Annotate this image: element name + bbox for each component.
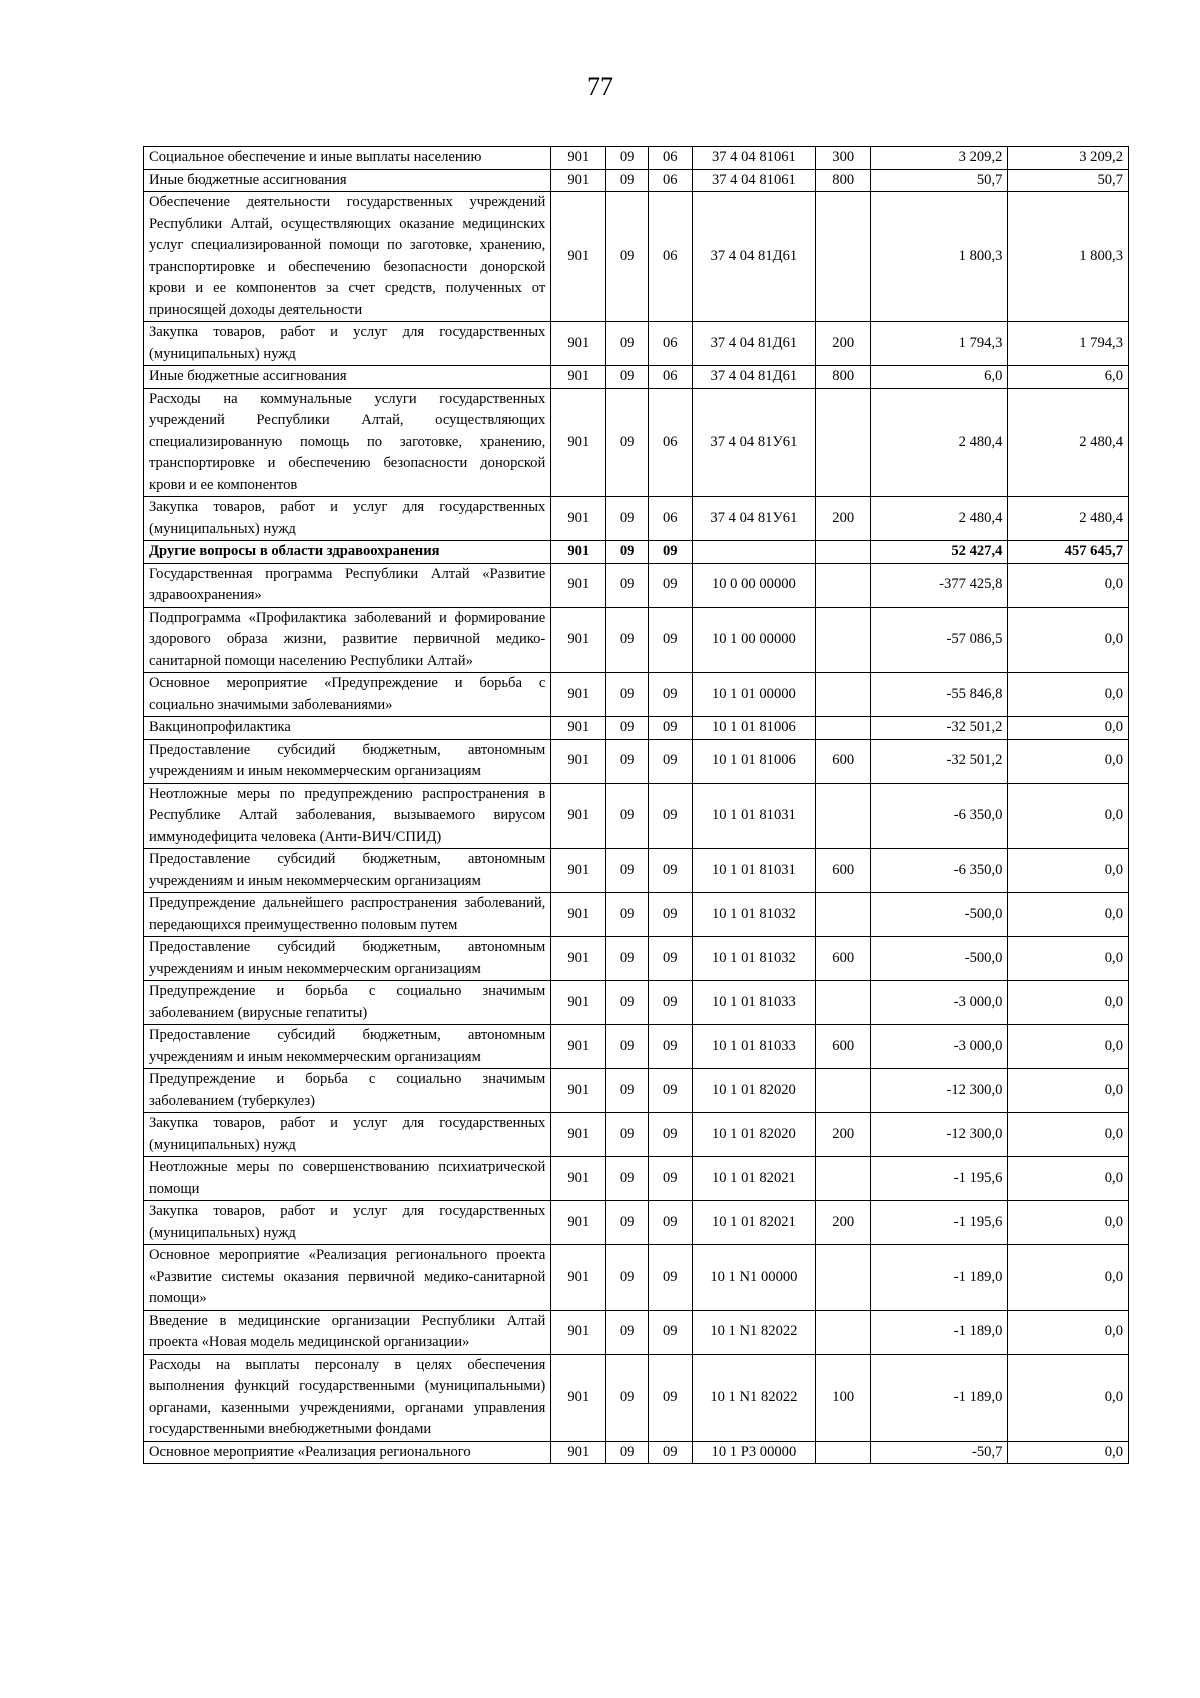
expense-name-cell: Неотложные меры по совершенствованию психиатрической помощи (144, 1157, 551, 1201)
page-number: 77 (587, 72, 613, 101)
amount-total-cell: 1 800,3 (1008, 192, 1129, 322)
target-article-cell: 10 1 N1 00000 (692, 1245, 816, 1311)
expense-type-cell (816, 541, 871, 564)
target-article-cell: 10 1 01 81033 (692, 981, 816, 1025)
ministry-code-cell: 901 (551, 1113, 606, 1157)
ministry-code-cell: 901 (551, 893, 606, 937)
expense-type-cell: 100 (816, 1354, 871, 1441)
subsection-code-cell: 09 (648, 1069, 692, 1113)
subsection-code-cell: 09 (648, 1201, 692, 1245)
amount-change-cell: -500,0 (871, 937, 1008, 981)
section-code-cell: 09 (606, 366, 649, 389)
amount-change-cell: 52 427,4 (871, 541, 1008, 564)
amount-total-cell: 1 794,3 (1008, 322, 1129, 366)
table-row (144, 783, 1129, 849)
amount-total-cell: 0,0 (1008, 717, 1129, 740)
amount-change-cell: 3 209,2 (871, 147, 1008, 170)
amount-change-cell: -6 350,0 (871, 783, 1008, 849)
table-row (144, 388, 1129, 497)
expense-name-cell: Введение в медицинские организации Республики Алтай проекта «Новая модель медицинской организации» (144, 1310, 551, 1354)
table-row (144, 893, 1129, 937)
table-row (144, 1069, 1129, 1113)
subsection-code-cell: 09 (648, 849, 692, 893)
section-code-cell: 09 (606, 1113, 649, 1157)
amount-total-cell: 0,0 (1008, 783, 1129, 849)
expense-type-cell (816, 1310, 871, 1354)
subsection-code-cell: 09 (648, 1157, 692, 1201)
table-row (144, 1025, 1129, 1069)
section-code-cell: 09 (606, 1069, 649, 1113)
target-article-cell: 37 4 04 81061 (692, 147, 816, 170)
amount-total-cell: 0,0 (1008, 1201, 1129, 1245)
section-code-cell: 09 (606, 1310, 649, 1354)
expense-name-cell: Закупка товаров, работ и услуг для государственных (муниципальных) нужд (144, 322, 551, 366)
expense-type-cell: 800 (816, 169, 871, 192)
ministry-code-cell: 901 (551, 981, 606, 1025)
ministry-code-cell: 901 (551, 322, 606, 366)
table-row (144, 1113, 1129, 1157)
amount-total-cell: 0,0 (1008, 1157, 1129, 1201)
ministry-code-cell: 901 (551, 739, 606, 783)
table-row (144, 1441, 1129, 1464)
amount-total-cell: 0,0 (1008, 607, 1129, 673)
expense-name-cell: Предоставление субсидий бюджетным, автономным учреждениям и иным некоммерческим организациям (144, 739, 551, 783)
subsection-code-cell: 09 (648, 563, 692, 607)
section-code-cell: 09 (606, 563, 649, 607)
expense-type-cell (816, 673, 871, 717)
amount-total-cell: 0,0 (1008, 1025, 1129, 1069)
subsection-code-cell: 09 (648, 739, 692, 783)
table-row (144, 1245, 1129, 1311)
table-row (144, 541, 1129, 564)
table-row (144, 563, 1129, 607)
ministry-code-cell: 901 (551, 1157, 606, 1201)
amount-total-cell: 0,0 (1008, 981, 1129, 1025)
section-code-cell: 09 (606, 739, 649, 783)
ministry-code-cell: 901 (551, 717, 606, 740)
amount-change-cell: -377 425,8 (871, 563, 1008, 607)
amount-total-cell: 0,0 (1008, 1113, 1129, 1157)
ministry-code-cell: 901 (551, 169, 606, 192)
subsection-code-cell: 09 (648, 1354, 692, 1441)
amount-total-cell: 0,0 (1008, 1245, 1129, 1311)
amount-change-cell: -32 501,2 (871, 739, 1008, 783)
expense-type-cell (816, 192, 871, 322)
subsection-code-cell: 06 (648, 192, 692, 322)
ministry-code-cell: 901 (551, 1245, 606, 1311)
amount-change-cell: -3 000,0 (871, 1025, 1008, 1069)
table-row (144, 147, 1129, 170)
budget-table (143, 146, 1129, 1464)
amount-change-cell: -57 086,5 (871, 607, 1008, 673)
expense-name-cell: Другие вопросы в области здравоохранения (144, 541, 551, 564)
target-article-cell: 10 1 01 82021 (692, 1157, 816, 1201)
section-code-cell: 09 (606, 1025, 649, 1069)
amount-change-cell: -3 000,0 (871, 981, 1008, 1025)
expense-name-cell: Предоставление субсидий бюджетным, автономным учреждениям и иным некоммерческим организациям (144, 937, 551, 981)
target-article-cell: 37 4 04 81061 (692, 169, 816, 192)
subsection-code-cell: 09 (648, 1113, 692, 1157)
expense-name-cell: Предоставление субсидий бюджетным, автономным учреждениям и иным некоммерческим организациям (144, 1025, 551, 1069)
ministry-code-cell: 901 (551, 1310, 606, 1354)
amount-total-cell: 2 480,4 (1008, 388, 1129, 497)
expense-name-cell: Государственная программа Республики Алтай «Развитие здравоохранения» (144, 563, 551, 607)
amount-total-cell: 0,0 (1008, 1069, 1129, 1113)
subsection-code-cell: 09 (648, 893, 692, 937)
ministry-code-cell: 901 (551, 1069, 606, 1113)
section-code-cell: 09 (606, 849, 649, 893)
section-code-cell: 09 (606, 717, 649, 740)
ministry-code-cell: 901 (551, 607, 606, 673)
subsection-code-cell: 09 (648, 783, 692, 849)
subsection-code-cell: 09 (648, 717, 692, 740)
subsection-code-cell: 09 (648, 1441, 692, 1464)
ministry-code-cell: 901 (551, 147, 606, 170)
section-code-cell: 09 (606, 783, 649, 849)
expense-type-cell (816, 607, 871, 673)
expense-type-cell: 200 (816, 322, 871, 366)
amount-change-cell: -1 195,6 (871, 1157, 1008, 1201)
target-article-cell: 10 1 01 82021 (692, 1201, 816, 1245)
target-article-cell: 37 4 04 81Д61 (692, 366, 816, 389)
ministry-code-cell: 901 (551, 366, 606, 389)
section-code-cell: 09 (606, 192, 649, 322)
target-article-cell: 10 1 N1 82022 (692, 1354, 816, 1441)
expense-name-cell: Закупка товаров, работ и услуг для государственных (муниципальных) нужд (144, 1201, 551, 1245)
subsection-code-cell: 09 (648, 673, 692, 717)
expense-type-cell: 600 (816, 1025, 871, 1069)
amount-change-cell: -12 300,0 (871, 1069, 1008, 1113)
table-row (144, 849, 1129, 893)
expense-name-cell: Расходы на коммунальные услуги государственных учреждений Республики Алтай, осуществляющих специализированную помощь по заготовке, хранению, транспортировке и обеспечению безопасности донорской крови и ее компонентов (144, 388, 551, 497)
amount-change-cell: 50,7 (871, 169, 1008, 192)
subsection-code-cell: 09 (648, 1245, 692, 1311)
target-article-cell: 10 1 N1 82022 (692, 1310, 816, 1354)
ministry-code-cell: 901 (551, 1201, 606, 1245)
amount-change-cell: -32 501,2 (871, 717, 1008, 740)
amount-change-cell: -1 189,0 (871, 1310, 1008, 1354)
section-code-cell: 09 (606, 322, 649, 366)
expense-name-cell: Закупка товаров, работ и услуг для государственных (муниципальных) нужд (144, 1113, 551, 1157)
amount-total-cell: 0,0 (1008, 1354, 1129, 1441)
amount-change-cell: 1 800,3 (871, 192, 1008, 322)
amount-change-cell: -50,7 (871, 1441, 1008, 1464)
subsection-code-cell: 09 (648, 541, 692, 564)
amount-total-cell: 0,0 (1008, 1441, 1129, 1464)
table-row (144, 322, 1129, 366)
amount-change-cell: 1 794,3 (871, 322, 1008, 366)
target-article-cell: 37 4 04 81Д61 (692, 322, 816, 366)
subsection-code-cell: 09 (648, 937, 692, 981)
amount-total-cell: 0,0 (1008, 1310, 1129, 1354)
table-row (144, 497, 1129, 541)
amount-total-cell: 457 645,7 (1008, 541, 1129, 564)
amount-change-cell: 2 480,4 (871, 497, 1008, 541)
target-article-cell: 10 1 01 00000 (692, 673, 816, 717)
section-code-cell: 09 (606, 673, 649, 717)
expense-type-cell: 300 (816, 147, 871, 170)
amount-change-cell: 2 480,4 (871, 388, 1008, 497)
section-code-cell: 09 (606, 607, 649, 673)
table-row (144, 937, 1129, 981)
amount-total-cell: 0,0 (1008, 893, 1129, 937)
expense-name-cell: Иные бюджетные ассигнования (144, 366, 551, 389)
target-article-cell: 10 1 01 81031 (692, 783, 816, 849)
amount-change-cell: -1 195,6 (871, 1201, 1008, 1245)
expense-name-cell: Расходы на выплаты персоналу в целях обеспечения выполнения функций государственными (муниципальными) органами, казенными учреждениями, органами управления государственными внебюджетными фондами (144, 1354, 551, 1441)
target-article-cell: 10 1 01 81032 (692, 893, 816, 937)
ministry-code-cell: 901 (551, 849, 606, 893)
section-code-cell: 09 (606, 1245, 649, 1311)
expense-name-cell: Основное мероприятие «Предупреждение и борьба с социально значимыми заболеваниями» (144, 673, 551, 717)
table-row (144, 1201, 1129, 1245)
ministry-code-cell: 901 (551, 937, 606, 981)
amount-total-cell: 0,0 (1008, 739, 1129, 783)
amount-total-cell: 3 209,2 (1008, 147, 1129, 170)
target-article-cell: 37 4 04 81У61 (692, 497, 816, 541)
subsection-code-cell: 09 (648, 981, 692, 1025)
target-article-cell: 10 1 P3 00000 (692, 1441, 816, 1464)
subsection-code-cell: 09 (648, 607, 692, 673)
expense-type-cell (816, 893, 871, 937)
ministry-code-cell: 901 (551, 783, 606, 849)
ministry-code-cell: 901 (551, 563, 606, 607)
expense-type-cell (816, 981, 871, 1025)
section-code-cell: 09 (606, 893, 649, 937)
subsection-code-cell: 06 (648, 388, 692, 497)
table-row (144, 192, 1129, 322)
amount-change-cell: -1 189,0 (871, 1354, 1008, 1441)
section-code-cell: 09 (606, 541, 649, 564)
table-row (144, 1157, 1129, 1201)
subsection-code-cell: 09 (648, 1025, 692, 1069)
expense-name-cell: Предупреждение и борьба с социально значимым заболеванием (туберкулез) (144, 1069, 551, 1113)
amount-total-cell: 2 480,4 (1008, 497, 1129, 541)
table-row (144, 717, 1129, 740)
table-row (144, 739, 1129, 783)
ministry-code-cell: 901 (551, 497, 606, 541)
target-article-cell: 10 1 00 00000 (692, 607, 816, 673)
subsection-code-cell: 06 (648, 366, 692, 389)
subsection-code-cell: 06 (648, 497, 692, 541)
section-code-cell: 09 (606, 147, 649, 170)
subsection-code-cell: 06 (648, 322, 692, 366)
target-article-cell: 10 1 01 81006 (692, 717, 816, 740)
amount-total-cell: 0,0 (1008, 849, 1129, 893)
expense-type-cell (816, 1157, 871, 1201)
ministry-code-cell: 901 (551, 673, 606, 717)
ministry-code-cell: 901 (551, 1025, 606, 1069)
expense-name-cell: Закупка товаров, работ и услуг для государственных (муниципальных) нужд (144, 497, 551, 541)
table-row (144, 1354, 1129, 1441)
expense-name-cell: Основное мероприятие «Реализация регионального проекта «Развитие системы оказания первичной медико-санитарной помощи» (144, 1245, 551, 1311)
expense-name-cell: Предупреждение дальнейшего распространения заболеваний, передающихся преимущественно половым путем (144, 893, 551, 937)
target-article-cell: 10 1 01 81006 (692, 739, 816, 783)
subsection-code-cell: 09 (648, 1310, 692, 1354)
expense-name-cell: Основное мероприятие «Реализация регионального (144, 1441, 551, 1464)
expense-name-cell: Неотложные меры по предупреждению распространения в Республике Алтай заболевания, вызываемого вирусом иммунодефицита человека (Анти-ВИЧ/СПИД) (144, 783, 551, 849)
target-article-cell: 37 4 04 81Д61 (692, 192, 816, 322)
section-code-cell: 09 (606, 169, 649, 192)
expense-type-cell: 600 (816, 739, 871, 783)
expense-type-cell: 200 (816, 497, 871, 541)
section-code-cell: 09 (606, 1201, 649, 1245)
expense-name-cell: Предупреждение и борьба с социально значимым заболеванием (вирусные гепатиты) (144, 981, 551, 1025)
amount-change-cell: -1 189,0 (871, 1245, 1008, 1311)
expense-type-cell (816, 1069, 871, 1113)
expense-type-cell: 600 (816, 937, 871, 981)
expense-type-cell (816, 717, 871, 740)
amount-total-cell: 0,0 (1008, 563, 1129, 607)
expense-type-cell (816, 388, 871, 497)
amount-change-cell: 6,0 (871, 366, 1008, 389)
expense-name-cell: Иные бюджетные ассигнования (144, 169, 551, 192)
expense-type-cell (816, 1245, 871, 1311)
amount-change-cell: -12 300,0 (871, 1113, 1008, 1157)
target-article-cell: 10 1 01 81032 (692, 937, 816, 981)
table-row (144, 673, 1129, 717)
section-code-cell: 09 (606, 1441, 649, 1464)
amount-total-cell: 50,7 (1008, 169, 1129, 192)
section-code-cell: 09 (606, 497, 649, 541)
expense-type-cell: 600 (816, 849, 871, 893)
ministry-code-cell: 901 (551, 388, 606, 497)
table-row (144, 607, 1129, 673)
expense-type-cell: 800 (816, 366, 871, 389)
expense-type-cell (816, 1441, 871, 1464)
table-row (144, 981, 1129, 1025)
expense-name-cell: Вакцинопрофилактика (144, 717, 551, 740)
target-article-cell: 10 1 01 82020 (692, 1069, 816, 1113)
target-article-cell: 10 1 01 82020 (692, 1113, 816, 1157)
target-article-cell: 10 1 01 81031 (692, 849, 816, 893)
section-code-cell: 09 (606, 1157, 649, 1201)
amount-total-cell: 0,0 (1008, 937, 1129, 981)
subsection-code-cell: 06 (648, 169, 692, 192)
subsection-code-cell: 06 (648, 147, 692, 170)
table-row (144, 169, 1129, 192)
section-code-cell: 09 (606, 981, 649, 1025)
budget-table-body (144, 147, 1129, 1464)
expense-name-cell: Предоставление субсидий бюджетным, автономным учреждениям и иным некоммерческим организациям (144, 849, 551, 893)
expense-type-cell (816, 563, 871, 607)
target-article-cell: 10 0 00 00000 (692, 563, 816, 607)
expense-name-cell: Обеспечение деятельности государственных учреждений Республики Алтай, осуществляющих оказание медицинских услуг специализированной помощи по заготовке, хранению, транспортировке и обеспечению безопасности донорской крови и ее компонентов за счет средств, полученных от приносящей доходы деятельности (144, 192, 551, 322)
ministry-code-cell: 901 (551, 1441, 606, 1464)
target-article-cell: 37 4 04 81У61 (692, 388, 816, 497)
target-article-cell: 10 1 01 81033 (692, 1025, 816, 1069)
target-article-cell (692, 541, 816, 564)
amount-change-cell: -500,0 (871, 893, 1008, 937)
amount-change-cell: -6 350,0 (871, 849, 1008, 893)
amount-total-cell: 6,0 (1008, 366, 1129, 389)
ministry-code-cell: 901 (551, 192, 606, 322)
section-code-cell: 09 (606, 388, 649, 497)
amount-change-cell: -55 846,8 (871, 673, 1008, 717)
section-code-cell: 09 (606, 937, 649, 981)
table-row (144, 366, 1129, 389)
expense-name-cell: Подпрограмма «Профилактика заболеваний и формирование здорового образа жизни, развитие первичной медико-санитарной помощи населению Республики Алтай» (144, 607, 551, 673)
ministry-code-cell: 901 (551, 541, 606, 564)
expense-name-cell: Социальное обеспечение и иные выплаты населению (144, 147, 551, 170)
expense-type-cell: 200 (816, 1201, 871, 1245)
table-row (144, 1310, 1129, 1354)
expense-type-cell: 200 (816, 1113, 871, 1157)
section-code-cell: 09 (606, 1354, 649, 1441)
expense-type-cell (816, 783, 871, 849)
amount-total-cell: 0,0 (1008, 673, 1129, 717)
ministry-code-cell: 901 (551, 1354, 606, 1441)
